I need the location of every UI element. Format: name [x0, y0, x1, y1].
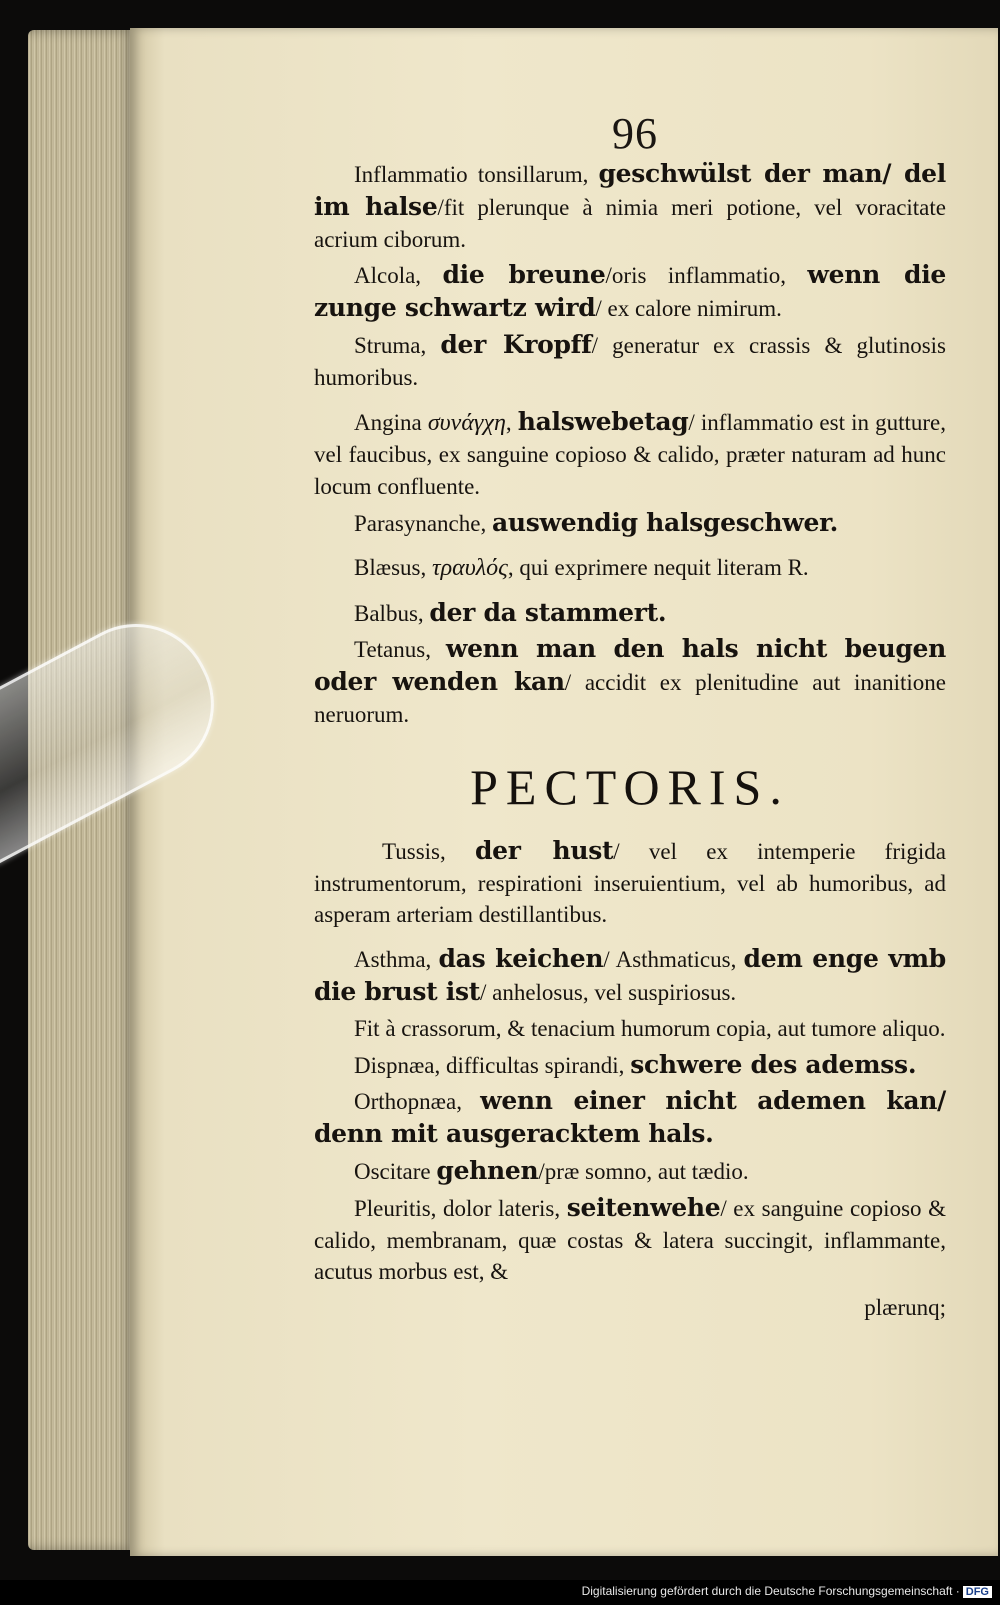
latin-term: Blæsus,	[354, 554, 432, 580]
entry-fit: Fit à crassorum, & tenacium humorum copia, aut tumore aliquo.	[354, 1015, 946, 1041]
section-heading: PECTORIS.	[470, 758, 790, 815]
latin-term: Balbus,	[354, 600, 430, 626]
footer-credit-text: Digitalisierung gefördert durch die Deutsche Forschungsgemeinschaft ·	[581, 1584, 960, 1598]
entry-tussis	[314, 835, 946, 931]
latin-text: / inflammatio est in gutture, vel faucibus, ex sanguine copioso & calido, præter naturam ad hunc locum confluente.	[314, 409, 946, 500]
entry-orthopnaea	[314, 1085, 946, 1151]
german-term: halswebetag	[517, 406, 689, 436]
entry-asthma	[314, 943, 946, 1009]
latin-term: Angina	[354, 409, 428, 435]
latin-term: Inflammatio tonsillarum,	[354, 162, 599, 187]
german-term: gehnen	[436, 1155, 539, 1185]
footer-credit	[582, 1584, 992, 1598]
german-term: seitenwehe	[566, 1192, 721, 1222]
entry-dispnaea	[314, 1049, 946, 1082]
catchword: plærunq;	[864, 1295, 946, 1321]
german-term: dem enge vmb die brust ist	[314, 944, 946, 1006]
german-term: die breune	[442, 260, 606, 290]
footer-bar	[0, 1580, 1000, 1605]
latin-text: / generatur ex crassis & glutinosis humoribus.	[314, 332, 946, 390]
latin-term: Asthma,	[354, 947, 439, 973]
latin-term: Alcola,	[354, 263, 443, 289]
latin-text: / anhelosus, vel suspiriosus.	[479, 979, 737, 1005]
german-term: wenn die zunge schwartz wird	[314, 260, 947, 323]
entry-tetanus	[314, 633, 946, 730]
german-term: auswendig halsgeschwer.	[491, 507, 839, 537]
greek-term: τραυλός	[431, 554, 508, 581]
latin-text: , qui exprimere nequit literam R.	[507, 554, 809, 580]
entry-parasynanche	[314, 507, 946, 540]
german-term: wenn einer nicht ademen kan/ denn mit ausgeracktem hals.	[314, 1086, 946, 1149]
latin-text: /oris inflammatio,	[605, 263, 808, 289]
latin-text: /fit plerunque à nimia meri potione, vel voracitate acrium ciborum.	[314, 194, 946, 252]
entry-oscitare	[314, 1155, 946, 1188]
latin-term: Tetanus,	[354, 637, 446, 663]
latin-text: / ex calore nimirum.	[595, 296, 782, 322]
dfg-logo: DFG	[963, 1586, 992, 1598]
latin-term: Struma,	[354, 332, 441, 358]
latin-term: Parasynanche,	[354, 510, 492, 536]
latin-term: Orthopnæa,	[354, 1089, 481, 1115]
text-block	[314, 158, 946, 1328]
page-number: 96	[612, 109, 658, 158]
german-term: wenn man den hals nicht beugen oder wenden kan	[314, 634, 946, 697]
latin-text: / vel ex intemperie frigida instrumentorum, respirationi inseruientium, vel ab humoribus, ad asperam arteriam destillantibus.	[314, 838, 946, 928]
entry-angina	[314, 406, 946, 503]
latin-text: / Asthmaticus,	[603, 947, 744, 973]
entry-inflammatio-tonsillarum	[314, 158, 946, 255]
entry-blaesus	[314, 552, 946, 585]
latin-text: / accidit ex plenitudine aut inanitione neruorum.	[314, 670, 946, 727]
latin-term: Tussis,	[382, 838, 475, 864]
punctuation: ,	[505, 409, 518, 435]
entry-pleuritis	[314, 1192, 946, 1288]
german-term: schwere des ademss.	[630, 1049, 917, 1079]
german-term: der da stammert.	[429, 597, 667, 627]
latin-term: Pleuritis, dolor lateris,	[354, 1195, 567, 1221]
greek-term: συνάγχη	[427, 409, 506, 436]
german-term: geschwülst der man/ del im halse	[314, 159, 946, 221]
german-term: der hust	[474, 835, 614, 865]
latin-text: /præ somno, aut tædio.	[538, 1158, 749, 1184]
german-term: der Kropff	[440, 329, 592, 359]
entry-alcola	[314, 259, 946, 325]
german-term: das keichen	[438, 944, 604, 974]
latin-term: Oscitare	[354, 1158, 437, 1184]
latin-text: / ex sanguine copioso & calido, membranam, quæ costas & latera succingit, inflammante, acutus morbus est, &	[314, 1195, 946, 1285]
entry-struma	[314, 329, 946, 394]
latin-term: Dispnæa, difficultas spirandi,	[354, 1052, 631, 1078]
entry-balbus	[314, 597, 946, 630]
